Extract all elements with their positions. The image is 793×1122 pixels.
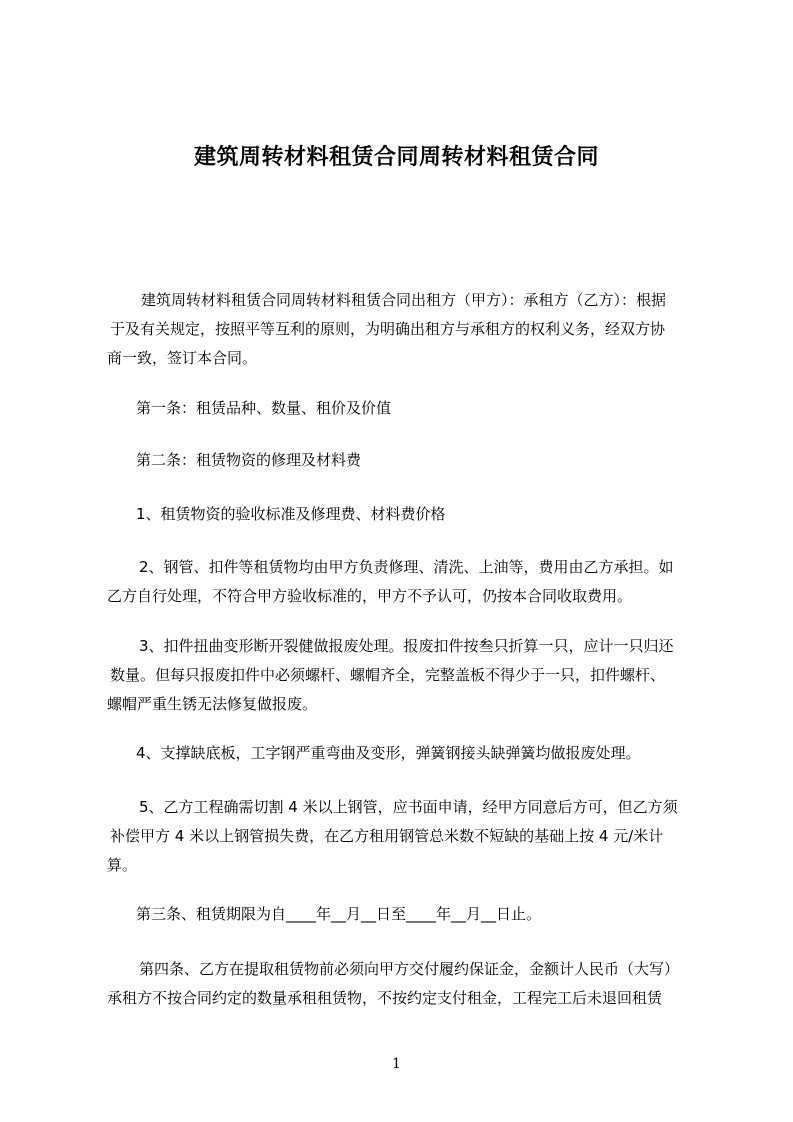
article-3 bbox=[107, 900, 707, 929]
text-line: 于及有关规定，按照平等互利的原则，为明确出租方与承租方的权利义务，经双方协 bbox=[110, 320, 666, 338]
item-4 bbox=[107, 739, 707, 768]
text-line: 乙方自行处理，不符合甲方验收标准的，甲方不予认可，仍按本合同收取费用。 bbox=[107, 587, 633, 605]
text-line: 补偿甲方 4 米以上钢管损失费，在乙方租用钢管总米数不短缺的基础上按 4 元/米计 bbox=[110, 827, 664, 845]
document-title: 建筑周转材料租赁合同周转材料租赁合同 bbox=[193, 145, 599, 170]
text-line: 第三条、租赁期限为自____年__月__日至____年__月__日止。 bbox=[136, 905, 542, 923]
text-line: 第二条：租赁物资的修理及材料费 bbox=[136, 451, 362, 469]
text-line: 3、扣件扭曲变形断开裂健做报废处理。报废扣件按叁只折算一只，应计一只归还 bbox=[139, 637, 674, 655]
item-3 bbox=[107, 632, 707, 719]
text-line: 商一致，签订本合同。 bbox=[107, 349, 258, 367]
text-line: 2、钢管、扣件等租赁物均由甲方负责修理、清洗、上油等，费用由乙方承担。如 bbox=[139, 558, 674, 576]
page-number: 1 bbox=[392, 1056, 401, 1072]
text-line: 建筑周转材料租赁合同周转材料租赁合同出租方（甲方）：承租方（乙方）：根据 bbox=[141, 291, 667, 309]
article-1-heading bbox=[107, 394, 707, 423]
text-line: 4、支撑缺底板，工字钢严重弯曲及变形，弹簧钢接头缺弹簧均做报废处理。 bbox=[136, 744, 641, 762]
text-line: 5、乙方工程确需切割 4 米以上钢管，应书面申请，经甲方同意后方可，但乙方须 bbox=[139, 798, 678, 816]
text-line: 1、租赁物资的验收标准及修理费、材料费价格 bbox=[136, 505, 446, 523]
item-2 bbox=[107, 553, 707, 611]
text-line: 数量。但每只报废扣件中必须螺杆、螺帽齐全，完整盖板不得少于一只，扣件螺杆、 bbox=[110, 666, 666, 684]
item-1 bbox=[107, 500, 707, 529]
article-2-heading bbox=[107, 446, 707, 475]
text-line: 螺帽严重生锈无法修复做报废。 bbox=[107, 695, 318, 713]
article-4 bbox=[107, 955, 707, 1013]
text-line: 第四条、乙方在提取租赁物前必须向甲方交付履约保证金，金额计人民币（大写） bbox=[139, 960, 680, 978]
item-5 bbox=[107, 793, 707, 880]
intro-paragraph bbox=[107, 286, 707, 373]
text-line: 算。 bbox=[107, 856, 138, 874]
text-line: 第一条：租赁品种、数量、租价及价值 bbox=[136, 399, 392, 417]
text-line: 承租方不按合同约定的数量承租租赁物，不按约定支付租金，工程完工后未退回租赁 bbox=[107, 989, 663, 1007]
